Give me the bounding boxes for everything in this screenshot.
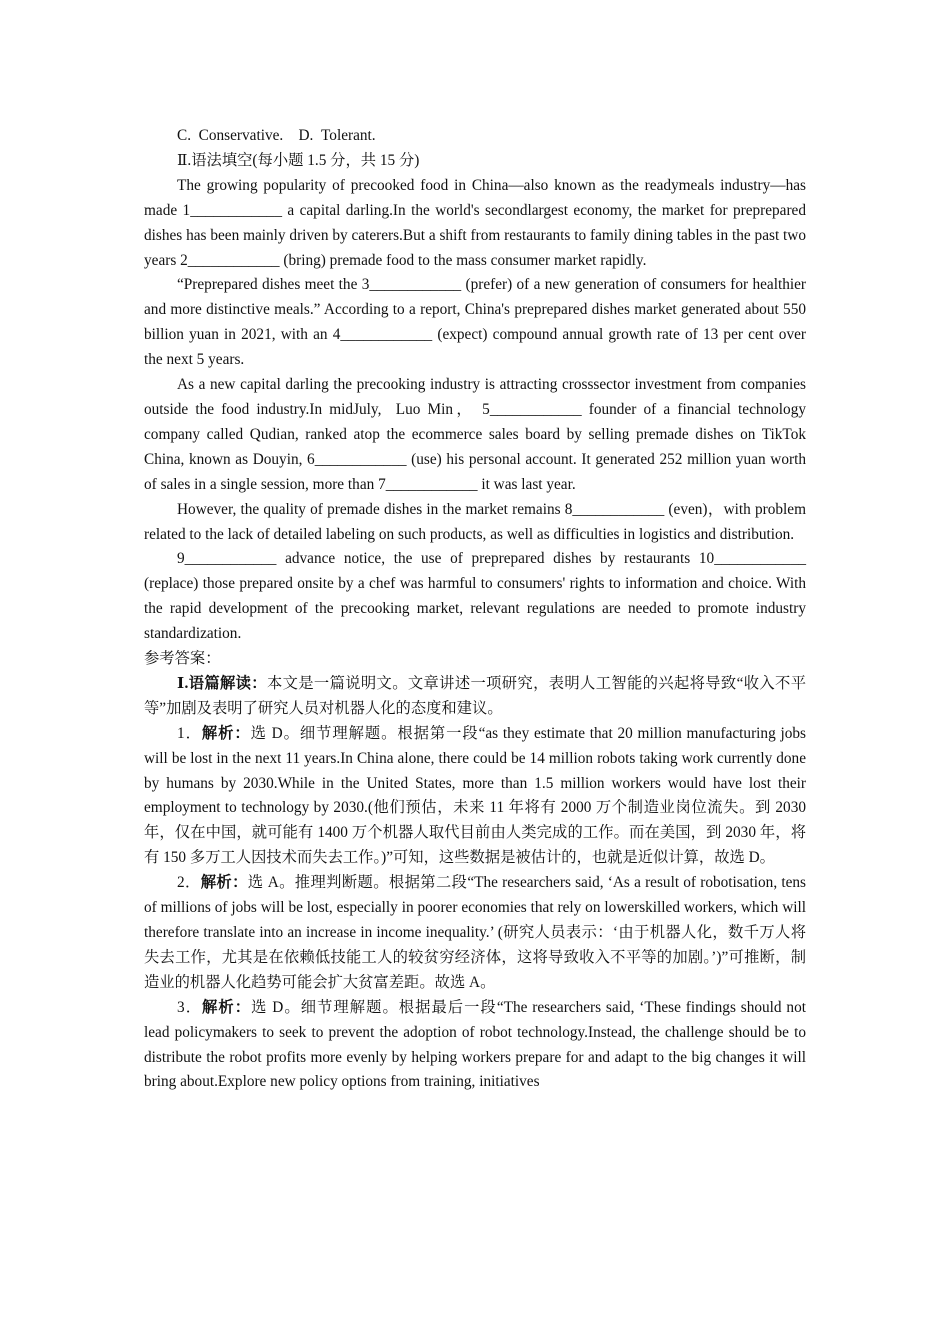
section-2-score-note: (每小题 1.5 分，共 15 分) [252, 151, 420, 169]
passage-paragraph-5: 9____________ advance notice, the use of preprepared dishes by restaurants 10____________ (replace) those prepared onsite by a chef was harmful to consumers' rights to information and choice. With the rapid development of the precooking market, relevant regulations are needed to promote industry standardization. [144, 550, 806, 643]
answer-number: 2． [177, 874, 201, 892]
answers-intro-text: 本文是一篇说明文。文章讲述一项研究，表明人工智能的兴起将导致“收入不平等”加剧及表明了研究人员对机器人化的态度和建议。 [144, 674, 806, 717]
answer-text: 选 D。细节理解题。根据最后一段“The researchers said, ‘These findings should not lead policymakers to seek to prevent the adoption of robot technology.Instead, the challenge should be to distribute the robot profits more evenly by helping workers prepare for and adapt to the big changes it will bring about.Explore new policy options from training, initiatives [144, 998, 806, 1091]
answer-label: 解析： [202, 998, 252, 1016]
answer-item-2 [144, 871, 806, 996]
passage-paragraph-1: The growing popularity of precooked food in China—also known as the readymeals industry—has made 1____________ a capital darling.In the world's secondlargest economy, the market for preprepared dishes has been mainly driven by caterers.But a shift from restaurants to family dining tables in the past two years 2____________ (bring) premade food to the mass consumer market rapidly. [144, 176, 806, 269]
options-line: C. Conservative. D. Tolerant. [177, 127, 376, 144]
answers-intro [144, 672, 806, 722]
answer-label: 解析： [200, 874, 248, 892]
answer-label: 解析： [201, 724, 251, 742]
passage-paragraph-3: As a new capital darling the precooking industry is attracting crosssector investment from companies outside the food industry.In midJuly, Luo Min， 5____________ founder of a financial technology company called Qudian, ranked atop the ecommerce sales board by selling premade dishes on TikTok China, known as Douyin, 6____________ (use) his personal account. It generated 252 million yuan worth of sales in a single session, more than 7____________ it was last year. [144, 376, 806, 493]
answer-item-3 [144, 996, 806, 1096]
answer-item-1 [144, 722, 806, 871]
answer-text: 选 A。推理判断题。根据第二段“The researchers said, ‘As a result of robotisation, tens of millions of jobs will be lost, especially in poorer economies that rely on lowerskilled workers, which will therefore translate into an increase in income inequality.’ (研究人员表示：‘由于机器人化，数千万人将失去工作，尤其是在依赖低技能工人的较贫穷经济体，这将导致收入不平等的加剧。’)”可推断，制造业的机器人化趋势可能会扩大贫富差距。故选 A。 [144, 874, 806, 991]
passage-paragraph-2: “Preprepared dishes meet the 3____________ (prefer) of a new generation of consumers for healthier and more distinctive meals.” According to a report, China's preprepared dishes market generated about 550 billion yuan in 2021, with an 4____________ (expect) compound annual growth rate of 13 per cent over the next 5 years. [144, 276, 806, 369]
answers-intro-label: Ⅰ.语篇解读： [177, 674, 267, 692]
document-page [144, 124, 806, 1095]
passage-paragraph-4: However, the quality of premade dishes in the market remains 8____________ (even)，with problem related to the lack of detailed labeling on such products, as well as difficulties in logistics and distribution. [144, 500, 806, 543]
section-2-heading [144, 149, 806, 174]
answers-label: 参考答案： [144, 650, 221, 668]
answer-number: 3． [177, 998, 203, 1016]
answer-number: 1． [177, 724, 202, 742]
section-2-title: Ⅱ.语法填空 [177, 151, 253, 169]
answer-text: 选 D。细节理解题。根据第一段“as they estimate that 20 million manufacturing jobs will be lost in the next 11 years.In China alone, there could be 14 million robots taking work currently done by humans by 2030.While in the United States, more than 1.5 million workers would have lost their employment to technology by 2030.(他们预估，未来 11 年将有 2000 万个制造业岗位流失。到 2030 年，仅在中国，就可能有 1400 万个机器人取代目前由人类完成的工作。而在美国，到 2030 年，将有 150 多万工人因技术而失去工作。)”可知，这些数据是被估计的，也就是近似计算，故选 D。 [144, 724, 806, 867]
